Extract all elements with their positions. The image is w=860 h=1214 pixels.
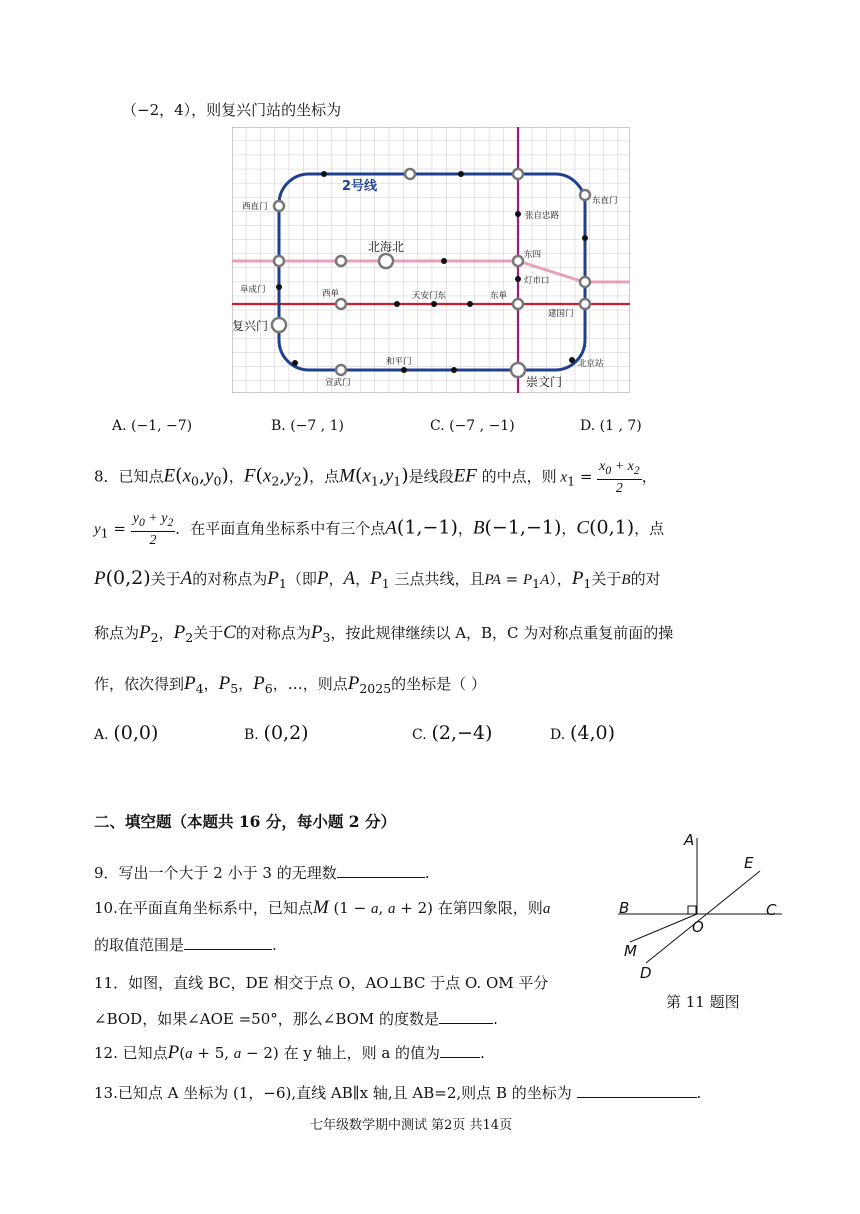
q9: 9．写出一个大于 2 小于 3 的无理数 .: [94, 864, 430, 882]
label-E: E: [744, 854, 754, 872]
q7-option-a: A. (−1, −7): [112, 418, 193, 434]
station-label: 阜成门: [240, 285, 266, 295]
section-title: 二、填空题（本题共 16 分，每小题 2 分）: [94, 812, 396, 831]
station-label: 和平门: [386, 357, 412, 367]
station-label: 宣武门: [325, 378, 351, 388]
q8-option-c: C. (2,−4): [412, 722, 493, 744]
label-D: D: [640, 964, 652, 982]
answer-blank: [439, 1009, 493, 1024]
q8-line1: 8．已知点$E(x_0,y_0)$，$F(x_2,y_2)$，点$M(x_1,y_1)$是线段EF 的中点，则 $x_1$ = $\frac{x_0 + x_2}{2}$ ，: [94, 459, 657, 496]
station-label: 灯市口: [524, 276, 550, 286]
q8-line2: $y_1$ = $\frac{y_0 + y_2}{2}$ ．在平面直角坐标系中有三个点A(1,−1)，B(−1,−1)，C(0,1)，点: [94, 511, 665, 548]
figure-caption: 第 11 题图: [666, 993, 740, 1011]
station-label: 建国门: [548, 309, 574, 319]
q11-figure: [612, 826, 788, 986]
q10-line1: 10.在平面直角坐标系中，已知点M (1 − a, a + 2) 在第四象限，则a: [94, 897, 551, 918]
answer-blank: [440, 1043, 480, 1058]
label-O: O: [692, 918, 704, 936]
station-label-large: 复兴门: [232, 319, 269, 333]
page-footer: 七年级数学期中测试 第2页 共14页: [310, 1118, 513, 1133]
q11-line1: 11．如图，直线 BC，DE 相交于点 O，AO⊥BC 于点 O. OM 平分: [94, 974, 549, 992]
q10-line2: 的取值范围是 .: [94, 936, 277, 954]
station-label: 西单: [322, 289, 340, 299]
answer-blank: [577, 1083, 697, 1098]
label-B: B: [619, 899, 630, 917]
q7-option-d: D. (1 , 7): [580, 418, 642, 434]
q8-line5: 作，依次得到$P_4$，$P_5$，$P_6$，…，则点$P_{2025}$的坐标是（ ）: [94, 673, 486, 696]
q8-option-b: B. (0,2): [244, 722, 309, 744]
label-A: A: [684, 831, 695, 849]
station-label-large: 北海北: [368, 240, 405, 254]
subway-map: [232, 127, 630, 393]
station-label: 天安门东: [412, 291, 447, 301]
q8-line4: 称点为$P_2$，$P_2$关于C的对称点为$P_3$，按此规律继续以 A，B，C 为对称点重复前面的操: [94, 622, 674, 645]
label-C: C: [766, 901, 777, 919]
line2-label: 2号线: [342, 179, 378, 194]
q7-option-c: C. (−7 , −1): [430, 418, 515, 434]
q8-option-d: D. (4,0): [550, 722, 616, 744]
station-label: 北京站: [578, 359, 604, 369]
q7-stem-tail: （−2，4），则复兴门站的坐标为: [122, 101, 342, 119]
q11-line2: ∠BOD，如果∠AOE =50°，那么∠BOM 的度数是 .: [94, 1010, 498, 1028]
answer-blank: [184, 935, 272, 950]
station-label: 东四: [524, 250, 542, 260]
q7-option-b: B. (−7 , 1): [271, 418, 345, 434]
station-label: 东直门: [592, 196, 618, 206]
q8-option-a: A. (0,0): [94, 722, 159, 744]
station-label: 东单: [490, 291, 508, 301]
station-label: 西直门: [242, 202, 268, 212]
q12: 12. 已知点P(a + 5, a − 2) 在 y 轴上，则 a 的值为 .: [94, 1042, 485, 1063]
q13: 13.已知点 A 坐标为 (1，−6),直线 AB∥x 轴,且 AB=2,则点 B 的坐标为 .: [94, 1084, 702, 1102]
station-label: 张自忠路: [525, 211, 560, 221]
label-M: M: [624, 942, 637, 960]
q8-line3: P(0,2)关于A的对称点为$P_1$（即P，A，$P_1$ 三点共线，且PA = $P_1A$），$P_1$关于B的对: [94, 567, 661, 591]
answer-blank: [337, 863, 425, 878]
station-label-large: 崇文门: [526, 375, 563, 389]
